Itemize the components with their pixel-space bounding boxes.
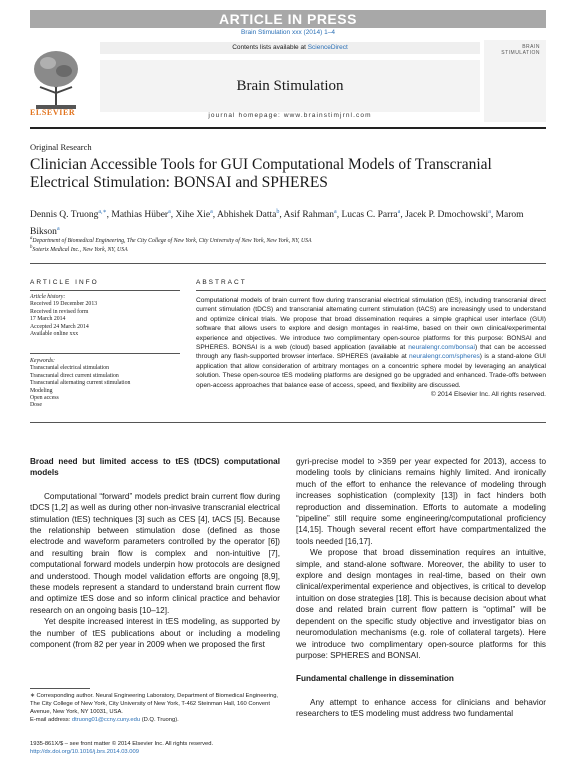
abstract-heading: ABSTRACT	[196, 279, 247, 286]
abstract-rule	[196, 290, 546, 291]
history-label: Article history:	[30, 294, 66, 300]
author[interactable]: Abhishek Datta	[217, 210, 277, 221]
abstract-text	[196, 296, 546, 399]
body-right-column	[296, 456, 546, 720]
footnote-rule	[30, 688, 90, 689]
affiliation	[30, 245, 128, 253]
cover-title-line: STIMULATION	[501, 50, 540, 56]
abstract-copyright: © 2014 Elsevier Inc. All rights reserved.	[430, 391, 546, 399]
paragraph: gyri-precise model to >359 per year expected for 2013), access to modeling tools by clinicians remains highly limited. And ironically much of the effort to enhance the relevance of modeling through increases sophistication (complexity [13]) in fact hinders both reproduction and dissemination. Efforts to automate a modeling “pipeline” still require some engineering/computational proficiency [14,15]. Though several recent effort have compartmentalized the tools needed [16,17].	[296, 457, 546, 546]
email-link[interactable]: dtruong01@ccny.cuny.edu	[71, 717, 141, 723]
contents-prefix: Contents lists available at	[232, 44, 308, 51]
author-affil[interactable]: a	[56, 226, 60, 233]
affiliation-text: Soterix Medical Inc., New York, NY, USA	[32, 246, 128, 253]
article-history	[30, 294, 97, 338]
issn-line: 1935-861X/$ – see front matter © 2014 Elsevier Inc. All rights reserved.	[30, 741, 214, 747]
keyword: Transcranial electrical stimulation	[30, 365, 109, 372]
history-item: 17 March 2014	[30, 316, 66, 323]
author-affil[interactable]: a	[334, 209, 337, 215]
article-info-rule	[30, 290, 180, 291]
affiliation-mark: a	[30, 236, 33, 241]
author[interactable]: Mathias Hüber	[111, 210, 169, 221]
author[interactable]: Lucas C. Parra	[341, 210, 398, 221]
sciencedirect-link[interactable]: ScienceDirect	[307, 44, 348, 51]
author-affil[interactable]: a	[168, 209, 171, 215]
author-affil[interactable]: b	[276, 209, 280, 215]
imprint	[30, 740, 213, 756]
history-item: Received in revised form	[30, 308, 89, 315]
author-affil[interactable]: a,∗	[98, 209, 107, 215]
keyword: Transcranial direct current stimulation	[30, 372, 119, 379]
corresponding-footnote	[30, 692, 280, 724]
history-item: Available online xxx	[30, 331, 79, 338]
contents-bar	[100, 42, 480, 54]
journal-cover-thumbnail	[484, 40, 546, 122]
journal-title: Brain Stimulation	[100, 60, 480, 112]
section-heading: Broad need but limited access to tES (tDCS) computational models	[30, 457, 280, 478]
masthead-rule	[30, 127, 546, 129]
author-affil[interactable]: a	[397, 209, 401, 215]
keywords-label: Keywords:	[30, 358, 55, 364]
journal-homepage[interactable]: journal homepage: www.brainstimjrnl.com	[208, 112, 372, 119]
paragraph: Any attempt to enhance access for clinicians and behavior researchers to tES modeling must address two fundamental	[296, 697, 546, 719]
author-affil[interactable]: a	[488, 209, 491, 215]
journal-citation[interactable]: Brain Stimulation xxx (2014) 1–4	[241, 29, 335, 36]
author-list: Dennis Q. Truong$^{a,∗}$, Mathias Hüber$^a$, Xihe Xie$^a$, Abhishek Datta$^b$, Asif Rahman$^a$, Lucas C. Parra$^a$, Jacek P. Dmochowski$^a$, Marom Bikson$^a$	[30, 209, 524, 238]
keyword: Open access	[30, 395, 59, 402]
keyword: Transcranial alternating current stimulation	[30, 380, 131, 387]
abstract-part: ) that can be accessed through any flash-supported browser interface. SPHERES (available at	[196, 344, 546, 361]
abstract-part: ) is a stand-alone GUI application that allow consideration of arbitrary montages on a concentric sphere model by leveraging an analytical solution. These open-source tES modeling platforms are designed go be upgraded and enhanced. Trade-offs between open-access approaches that balance ease of access, speed, and flexibility are discussed.	[196, 353, 546, 389]
abstract-bottom-rule	[30, 422, 546, 423]
history-item: Accepted 24 March 2014	[30, 323, 89, 330]
history-item: Received 19 December 2013	[30, 301, 98, 308]
author[interactable]: Marom Bikson	[30, 210, 524, 238]
keywords	[30, 358, 130, 410]
section-heading: Fundamental challenge in dissemination	[296, 674, 454, 684]
author[interactable]: Jacek P. Dmochowski	[405, 210, 489, 221]
body-left-column	[30, 456, 280, 651]
masthead-center	[100, 40, 480, 122]
email-label: E-mail address:	[30, 717, 72, 723]
author[interactable]: Asif Rahman	[283, 210, 335, 221]
keyword: Dose	[30, 402, 42, 409]
email-suffix: (D.Q. Truong).	[140, 717, 179, 723]
paragraph: Computational “forward” models predict brain current flow during tDCS [1,2] as well as during other non-invasive transcranial electrical stimulation (tES) techniques [3] such as CES [4], tACS [5]. Because the relationship between stimulation dose (defined as those electrode and waveform parameters controlled by the operator [6]) and resulting brain flow is complex and non-intuitive [7], computational forward models underpin how protocols are designed and understood. Though model validation efforts are ongoing [8,9], these models represent a standard to understand brain current flow and optimize tES dose and so inform clinical practice and behavior research on an ongoing basis [10–12].	[30, 491, 280, 615]
article-info-divider	[30, 353, 180, 354]
affiliation	[30, 236, 312, 244]
affiliation-mark: b	[30, 245, 33, 250]
doi-link[interactable]: http://dx.doi.org/10.1016/j.brs.2014.03.009	[30, 749, 139, 755]
affiliation-text: Department of Biomedical Engineering, The City College of New York, City University of New York, New York, NY, USA	[32, 237, 312, 244]
article-title: Clinician Accessible Tools for GUI Computational Models of Transcranial Electrical Stimulation: BONSAI and SPHERES	[30, 156, 492, 191]
article-info-heading: ARTICLE INFO	[30, 279, 99, 286]
elsevier-wordmark: ELSEVIER	[30, 108, 76, 117]
header-rule	[30, 263, 546, 264]
author[interactable]: Dennis Q. Truong	[30, 210, 99, 221]
keyword: Modeling	[30, 387, 53, 394]
abstract-part: Computational models of brain current flow during transcranial electrical stimulation (tES), including transcranial direct current stimulation (tDCS) and transcranial alternating current stimulation (tACS) are increasingly used to understand and optimize clinical trials. We propose that broad dissemination requires a simple graphical user interface (GUI) software that allows users to explore and design montages in real-time, based on their own clinical/experimental experience and objectives. We introduce two complimentary open-source platforms for this purpose: BONSAI and SPHERES. BONSAI is a web (cloud) based application (available at	[196, 297, 546, 352]
author-affil[interactable]: a	[210, 209, 213, 215]
bonsai-link[interactable]: neuralengr.com/bonsai	[408, 344, 475, 352]
cover-title-line: BRAIN	[522, 44, 540, 50]
journal-masthead	[30, 40, 546, 120]
paragraph: Yet despite increased interest in tES modeling, as supported by the number of tES publications about or including a modeling component (from 82 per year in 2009 when we proposed the first	[30, 617, 280, 650]
article-in-press-banner: ARTICLE IN PRESS	[30, 10, 546, 28]
paragraph: We propose that broad dissemination requires an intuitive, simple, and stand-alone software. Moreover, the ability to user to explore and design montages in real-time, based on their own clinical/experimental experience and objectives, is critical to develop intuition on dose strategies [18]. This is because decision about what dose and related brain current flow pattern is “optimal” will be dependent on the specific study objective and investigator bias on neuromodulation mechanisms (e.g. role of collateral targets). Here we introduce two complimentary open-source platforms for this purpose: SPHERES and BONSAI.	[296, 548, 546, 660]
cover-title	[484, 44, 546, 56]
footnote-text: ∗ Corresponding author. Neural Engineering Laboratory, Department of Biomedical Engineering, The City College of New York, City University of New York, T-462 Steinman Hall, 160 Convent Avenue, New York, NY 10031, USA.	[30, 693, 279, 715]
article-type: Original Research	[30, 142, 92, 152]
spheres-link[interactable]: neuralengr.com/spheres	[409, 353, 480, 361]
author[interactable]: Xihe Xie	[175, 210, 211, 221]
